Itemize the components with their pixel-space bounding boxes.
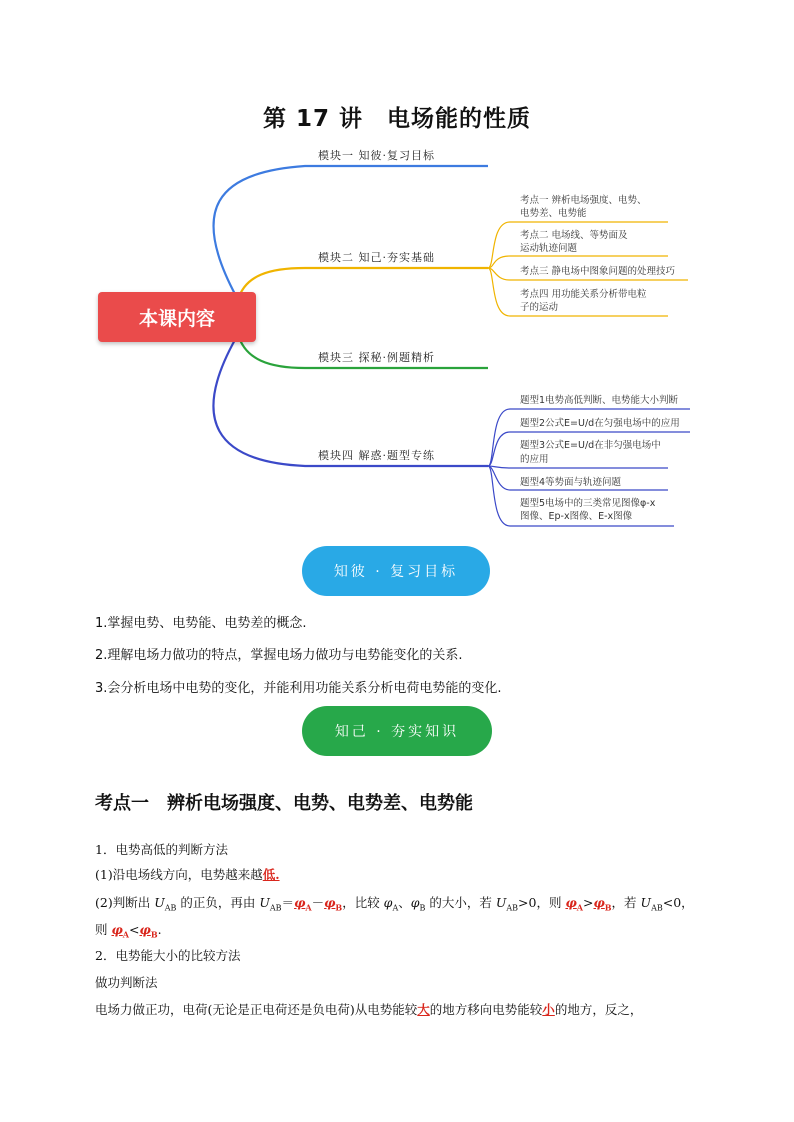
foundation-knowledge-banner: 知己 · 夯实知识 [302,706,492,756]
leaf-b2-2b: 运动轨迹问题 [520,243,578,254]
goal-2: 2.理解电场力做功的特点，掌握电场力做功与电势能变化的关系. [95,648,463,663]
leaf-b2-3: 考点三 静电场中图象问题的处理技巧 [520,266,676,277]
branch-1-label: 模块一 知彼·复习目标 [318,149,435,162]
answer-small: 小 [542,1002,555,1017]
branch-3-label: 模块三 探秘·例题精析 [318,351,435,364]
answer-phiA: $\varphi_A$ [294,895,312,913]
leaf-b4-4: 题型4等势面与轨迹问题 [520,477,622,488]
section-heading: 考点一 辨析电场强度、电势、电势差、电势能 [95,793,473,814]
method-1-rule-2: (2)判断出 $U_{AB}$ 的正负，再由 $U_{AB}=\varphi_A-\varphi_B$，比较 $\varphi_A$、$\varphi_B$ 的大小，若 $U_{AB}>0$，则 $\varphi_A>\varphi_B$，若 $U_{AB}<0$， [95,895,694,913]
leaf-b2-1b: 电势差、电势能 [520,208,587,219]
branch-1-line [213,166,488,296]
answer-phiA-lt: $\varphi_A$ [111,922,130,940]
center-node: 本课内容 [98,292,256,342]
review-goals-banner: 知彼 · 复习目标 [302,546,490,596]
leaf-b2-2a: 考点二 电场线、等势面及 [520,230,628,241]
goal-3: 3.会分析电场中电势的变化，并能利用功能关系分析电荷电势能的变化. [95,681,502,696]
method-1-rule-2-cont: 则 $\varphi_A<\varphi_B$. [95,922,162,940]
page-title: 第 17 讲 电场能的性质 [262,106,532,132]
branch-2-line [238,268,488,300]
leaf-b4-1: 题型1电势高低判断、电势能大小判断 [520,395,679,406]
leaf-b4-2: 题型2公式E=U/d在匀强电场中的应用 [520,418,680,429]
answer-phiA-gt: $\varphi_A$ [565,895,583,913]
answer-low: 低. [262,867,280,882]
answer-phiB-gt: $\varphi_B$ [593,895,612,913]
leaf-b4-5a: 题型5电场中的三类常见图像φ-x [520,498,656,509]
leaf-b4-3a: 题型3公式E=U/d在非匀强电场中 [520,440,661,451]
goal-1: 1.掌握电势、电势能、电势差的概念. [95,616,307,631]
branch-2-label: 模块二 知己·夯实基础 [318,251,435,264]
leaf-b4-3b: 的应用 [520,454,549,465]
leaf-b2-4a: 考点四 用功能关系分析带电粒 [520,289,647,300]
answer-big: 大 [417,1002,430,1017]
branch-4-label: 模块四 解惑·题型专练 [318,449,435,462]
method-1-title: 1．电势高低的判断方法 [95,842,228,857]
answer-phiB: $\varphi_B$ [324,895,343,913]
method-2-subtitle: 做功判断法 [95,975,158,990]
leaf-b2-4b: 子的运动 [520,302,559,313]
method-2-text: 电场力做正功，电荷(无论是正电荷还是负电荷)从电势能较大的地方移向电势能较小的地方，反之， [95,1002,643,1017]
leaf-b2-1a: 考点一 辨析电场强度、电势、 [520,195,647,206]
leaf-b4-5b: 图像、Ep-x图像、E-x图像 [520,511,633,522]
method-2-title: 2．电势能大小的比较方法 [95,948,241,963]
answer-phiB-lt: $\varphi_B$ [139,922,158,940]
method-1-rule-1: (1)沿电场线方向，电势越来越低. [95,867,280,882]
